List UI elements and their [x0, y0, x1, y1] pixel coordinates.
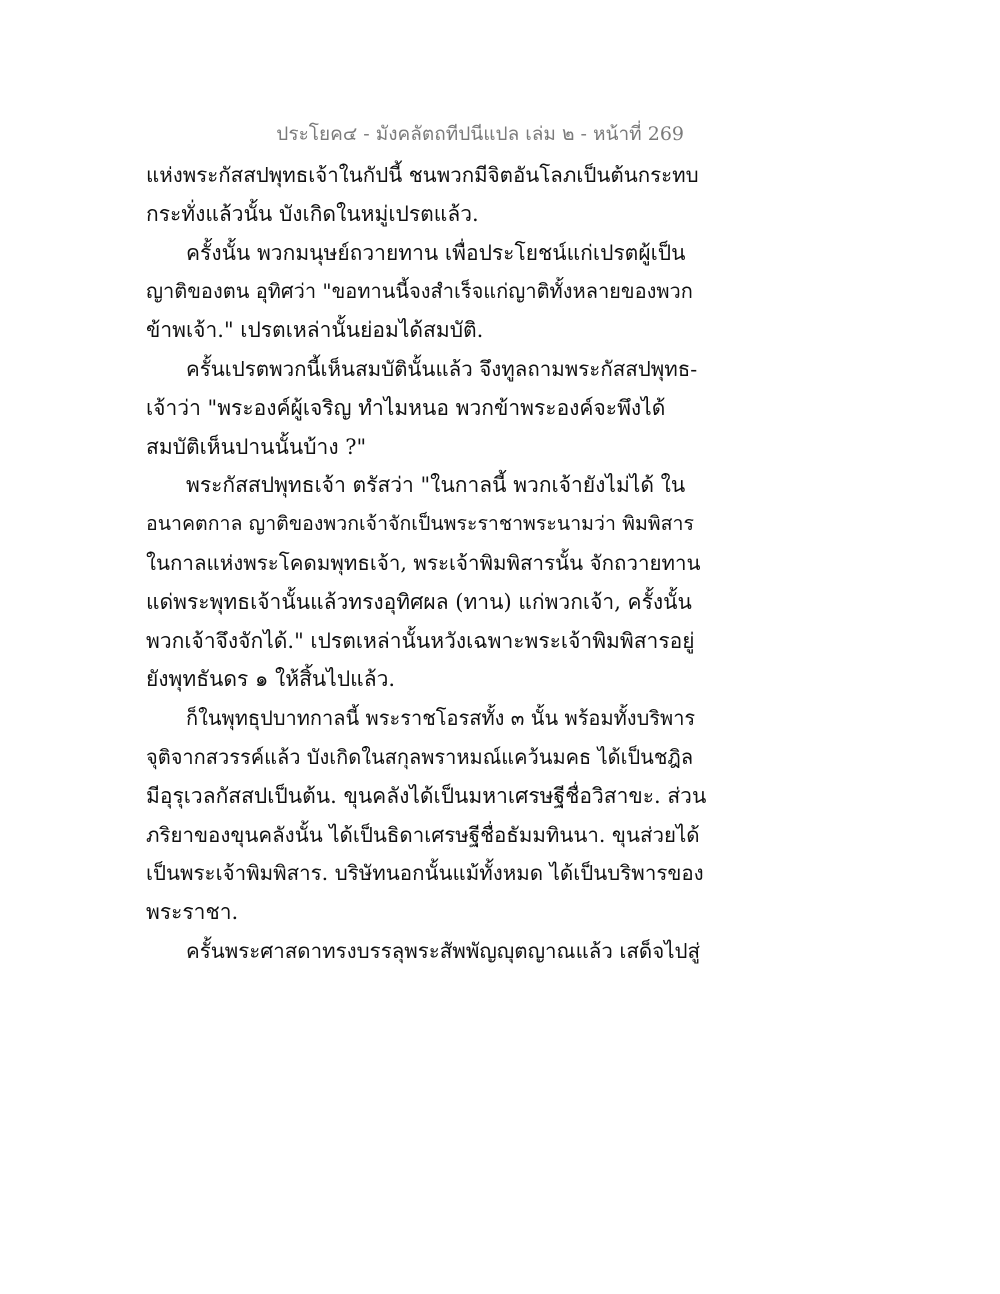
text-line: มีอุรุเวลกัสสปเป็นต้น. ขุนคลังได้เป็นมหาเศรษฐีชื่อวิสาขะ. ส่วน	[146, 783, 707, 808]
text-line: อนาคตกาล ญาติของพวกเจ้าจักเป็นพระราชาพระนามว่า พิมพิสาร	[146, 512, 694, 536]
text-line: สมบัติเห็นปานนั้นบ้าง ?"	[146, 434, 367, 459]
text-line: ก็ในพุทธุปบาทกาลนี้ พระราชโอรสทั้ง ๓ นั้น พร้อมทั้งบริพาร	[186, 706, 696, 731]
text-line: ภริยาของขุนคลังนั้น ได้เป็นธิดาเศรษฐีชื่อธัมมทินนา. ขุนส่วยได้	[146, 822, 700, 847]
text-line: จุติจากสวรรค์แล้ว บังเกิดในสกุลพราหมณ์แคว้นมคธ ได้เป็นชฎิล	[146, 744, 694, 769]
body-text	[146, 156, 706, 971]
text-line: ข้าพเจ้า." เปรตเหล่านั้นย่อมได้สมบัติ.	[146, 318, 484, 343]
text-line: ยังพุทธันดร ๑ ให้สิ้นไปแล้ว.	[146, 667, 396, 692]
text-line: แด่พระพุทธเจ้านั้นแล้วทรงอุทิศผล (ทาน) แก่พวกเจ้า, ครั้งนั้น	[146, 589, 692, 614]
text-line: พระราชา.	[146, 900, 239, 925]
text-line: พระกัสสปพุทธเจ้า ตรัสว่า "ในกาลนี้ พวกเจ้ายังไม่ได้ ใน	[186, 473, 686, 498]
text-line: ญาติของตน อุทิศว่า "ขอทานนี้จงสำเร็จแก่ญาติทั้งหลายของพวก	[146, 279, 693, 304]
running-header: ประโยค๔ - มังคลัตถทีปนีแปล เล่ม ๒ - หน้าที่ 269	[276, 123, 684, 145]
text-line: เป็นพระเจ้าพิมพิสาร. บริษัทนอกนั้นแม้ทั้งหมด ได้เป็นบริพารของ	[146, 861, 704, 886]
text-line: ครั้งนั้น พวกมนุษย์ถวายทาน เพื่อประโยชน์แก่เปรตผู้เป็น	[186, 240, 686, 265]
text-line: ครั้นเปรตพวกนี้เห็นสมบัตินั้นแล้ว จึงทูลถามพระกัสสปพุทธ-	[186, 356, 698, 381]
text-line: ครั้นพระศาสดาทรงบรรลุพระสัพพัญญุตญาณแล้ว เสด็จไปสู่	[186, 938, 701, 963]
text-line: กระทั่งแล้วนั้น บังเกิดในหมู่เปรตแล้ว.	[146, 201, 479, 226]
text-line: เจ้าว่า "พระองค์ผู้เจริญ ทำไมหนอ พวกข้าพระองค์จะพึงได้	[146, 395, 666, 420]
text-line: พวกเจ้าจึงจักได้." เปรตเหล่านั้นหวังเฉพาะพระเจ้าพิมพิสารอยู่	[146, 628, 695, 653]
text-line: ในกาลแห่งพระโคดมพุทธเจ้า, พระเจ้าพิมพิสารนั้น จักถวายทาน	[146, 550, 701, 575]
text-line: แห่งพระกัสสปพุทธเจ้าในกัปนี้ ชนพวกมีจิตอันโลภเป็นต้นกระทบ	[146, 163, 699, 187]
